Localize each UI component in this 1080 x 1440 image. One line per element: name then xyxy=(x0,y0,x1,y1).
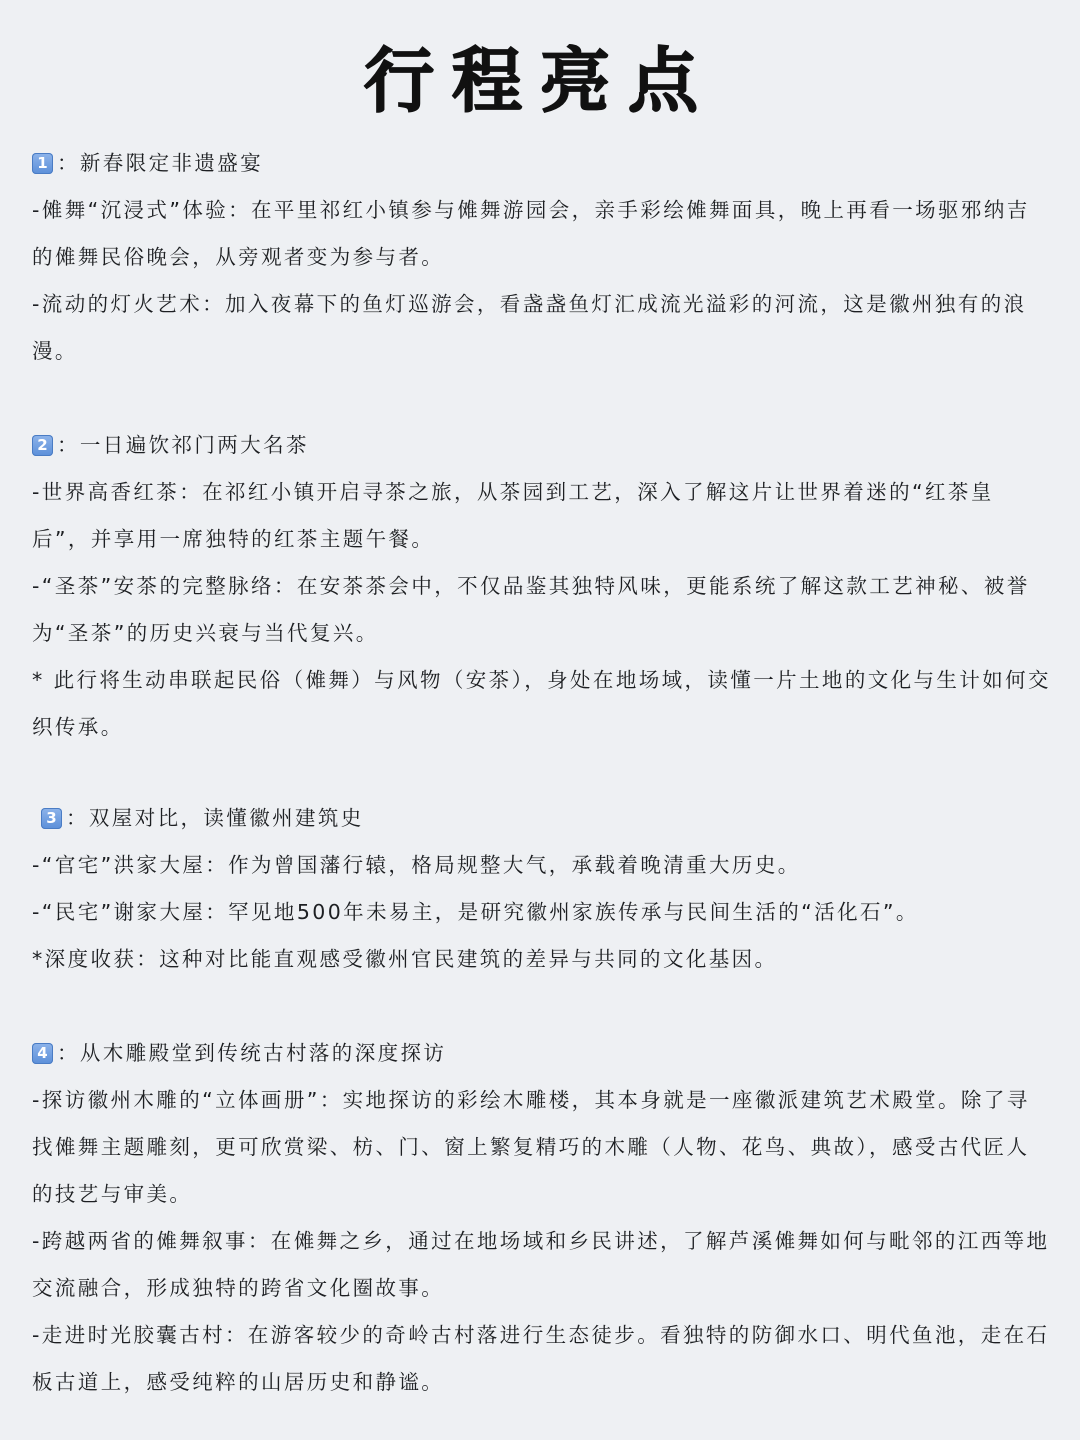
section-1 xyxy=(32,140,1052,375)
paragraph: -探访徽州木雕的“立体画册”：实地探访的彩绘木雕楼，其本身就是一座徽派建筑艺术殿堂。除了寻找傩舞主题雕刻，更可欣赏梁、枋、门、窗上繁复精巧的木雕（人物、花鸟、典故），感受古代匠人的技艺与审美。 xyxy=(32,1088,1030,1206)
spacer xyxy=(32,983,1052,1030)
paragraph: * 此行将生动串联起民俗（傩舞）与风物（安茶），身处在地场域，读懂一片土地的文化与生计如何交织传承。 xyxy=(32,668,1051,739)
number-3-icon: 3 xyxy=(41,808,62,829)
paragraph: -傩舞“沉浸式”体验：在平里祁红小镇参与傩舞游园会，亲手彩绘傩舞面具，晚上再看一场驱邪纳吉的傩舞民俗晚会，从旁观者变为参与者。 xyxy=(32,198,1030,269)
paragraph: *深度收获：这种对比能直观感受徽州官民建筑的差异与共同的文化基因。 xyxy=(32,947,778,971)
section-2 xyxy=(32,422,1052,751)
number-1-icon: 1 xyxy=(32,153,53,174)
paragraph: -“圣茶”安茶的完整脉络：在安茶茶会中，不仅品鉴其独特风味，更能系统了解这款工艺神秘、被誉为“圣茶”的历史兴衰与当代复兴。 xyxy=(32,574,1030,645)
paragraph: -世界高香红茶：在祁红小镇开启寻茶之旅，从茶园到工艺，深入了解这片让世界着迷的“红茶皇后”，并享用一席独特的红茶主题午餐。 xyxy=(32,480,994,551)
section-heading xyxy=(32,1030,1052,1077)
paragraph: -流动的灯火艺术：加入夜幕下的鱼灯巡游会，看盏盏鱼灯汇成流光溢彩的河流，这是徽州独有的浪漫。 xyxy=(32,292,1027,363)
section-3 xyxy=(32,795,1052,983)
paragraph: -“民宅”谢家大屋：罕见地500年未易主，是研究徽州家族传承与民间生活的“活化石”。 xyxy=(32,900,919,924)
paragraph: -“官宅”洪家大屋：作为曾国藩行辕，格局规整大气，承载着晚清重大历史。 xyxy=(32,853,801,877)
spacer xyxy=(32,375,1052,422)
spacer xyxy=(32,751,1052,795)
paragraph: -走进时光胶囊古村：在游客较少的奇岭古村落进行生态徒步。看独特的防御水口、明代鱼池，走在石板古道上，感受纯粹的山居历史和静谧。 xyxy=(32,1323,1050,1394)
number-2-icon: 2 xyxy=(32,435,53,456)
section-heading xyxy=(32,140,1052,187)
number-4-icon: 4 xyxy=(32,1043,53,1064)
page-title: 行程亮点 xyxy=(364,40,716,122)
section-4 xyxy=(32,1030,1052,1406)
section-title: ：双屋对比，读懂徽州建筑史 xyxy=(66,806,364,830)
section-title: ：一日遍饮祁门两大名茶 xyxy=(57,433,309,457)
section-title: ：从木雕殿堂到传统古村落的深度探访 xyxy=(57,1041,447,1065)
section-title: ：新春限定非遗盛宴 xyxy=(57,151,264,175)
itinerary-content xyxy=(32,140,1052,1406)
paragraph: -跨越两省的傩舞叙事：在傩舞之乡，通过在地场域和乡民讲述，了解芦溪傩舞如何与毗邻的江西等地交流融合，形成独特的跨省文化圈故事。 xyxy=(32,1229,1050,1300)
section-heading xyxy=(32,795,1052,842)
section-heading xyxy=(32,422,1052,469)
